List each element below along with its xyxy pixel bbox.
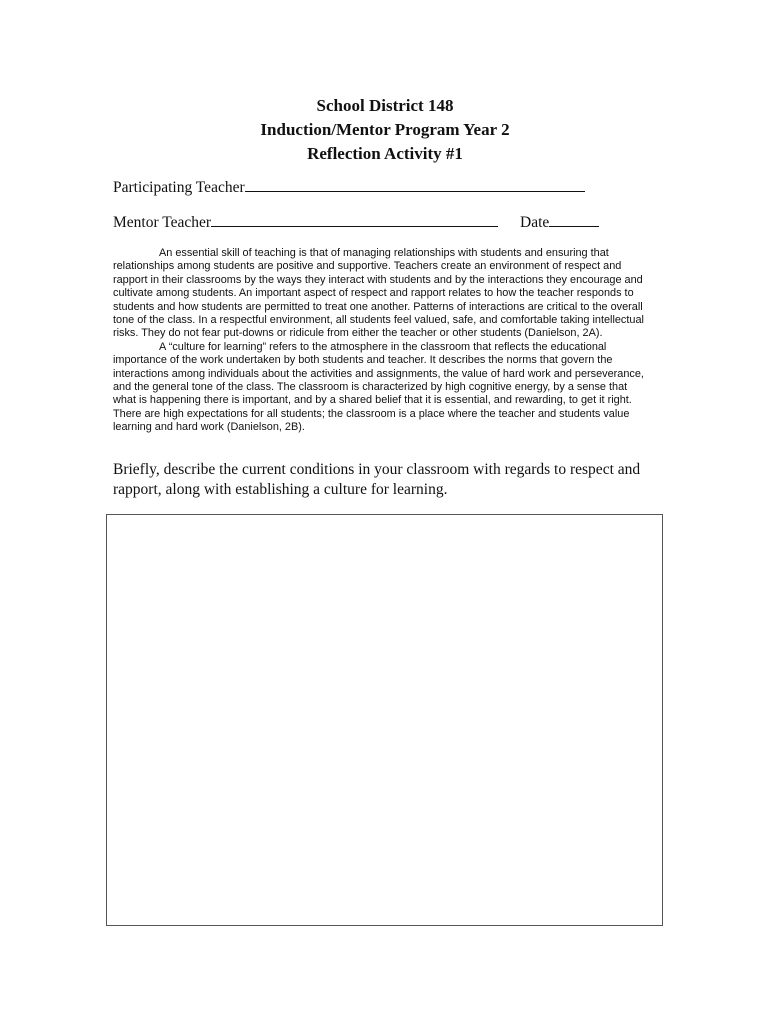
respect-rapport-paragraph: An essential skill of teaching is that of managing relationships with students and ensuring that relationships among students are positive and supportive. Teachers create an environment of respect and rapport in their classrooms by the ways they interact with students and by the interactions they encourage and cultivate among students. An important aspect of respect and rapport relates to how the teacher responds to students and how students are permitted to treat one another. Patterns of interactions are critical to the overall tone of the class. In a respectful environment, all students feel valued, safe, and comfortable taking intellectual risks. They do not fear put-downs or ridicule from either the teacher or other students (Danielson, 2A).	[113, 247, 644, 340]
participating-teacher-label: Participating Teacher	[113, 179, 245, 196]
title-district: School District 148	[316, 96, 454, 115]
title-activity: Reflection Activity #1	[307, 144, 463, 163]
instructions-text	[113, 247, 647, 435]
mentor-teacher-label: Mentor Teacher	[113, 214, 212, 231]
mentor-teacher-field[interactable]	[211, 211, 498, 227]
culture-for-learning-paragraph: A “culture for learning” refers to the atmosphere in the classroom that reflects the educational importance of the work undertaken by both students and teacher. It describes the norms that govern the interactions among individuals about the activities and assignments, the value of hard work and perseverance, and the general tone of the class. The classroom is characterized by high cognitive energy, by a sense that what is happening there is important, and by a shared belief that it is essential, and rewarding, to get it right. There are high expectations for all students; the classroom is a place where the teacher and students value learning and hard work (Danielson, 2B).	[113, 340, 644, 434]
document-title	[0, 94, 770, 166]
title-program: Induction/Mentor Program Year 2	[260, 120, 510, 139]
date-label: Date	[520, 214, 550, 231]
participating-teacher-row	[113, 176, 585, 198]
date-row	[520, 211, 599, 233]
reflection-prompt: Briefly, describe the current conditions in your classroom with regards to respect and rapport, along with establishing a culture for learning.	[113, 461, 641, 498]
mentor-teacher-row	[113, 211, 498, 233]
response-box[interactable]	[106, 514, 663, 926]
date-field[interactable]	[549, 211, 599, 227]
participating-teacher-field[interactable]	[245, 176, 585, 192]
